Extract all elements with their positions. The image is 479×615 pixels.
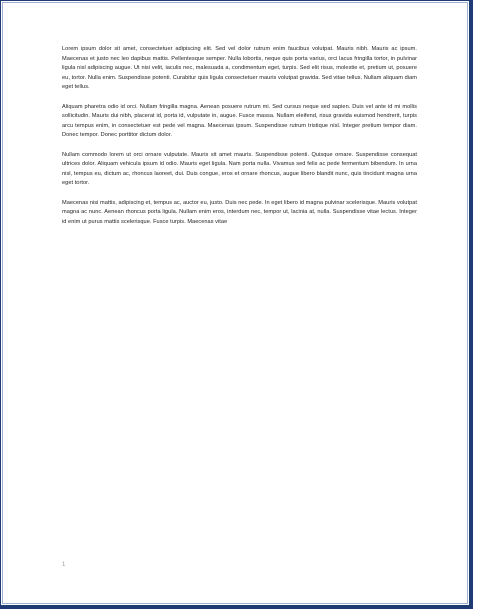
paragraph-2: Aliquam pharetra odio id orci. Nullam fringilla magna. Aenean posuere rutrum mi. Sed cursus neque sed sapien. Duis vel ante id mi mollis sollicitudin. Mauris dui nibh, placerat id, porta id, vulputate in, augue. Fusce massa. Nullam eleifend, risus gravida euismod hendrerit, turpis arcu tempus enim, in consectetuer est pede vel magna. Maecenas ipsum. Suspendisse rutrum tristique nisl. Integer pretium tempor diam. Donec tempor. Donec porttitor dictum dolor.	[62, 103, 417, 139]
paragraph-4: Maecenas nisi mattis, adipiscing et, tempus ac, auctor eu, justo. Duis nec pede. In eget libero id magna pulvinar scelerisque. Mauris volutpat magna ac nunc. Aenean rhoncus porta ligula. Nullam enim eros, interdum nec, tempor ut, lacinia at, nulla. Suspendisse vitae lectus. Integer id enim ut purus mattis scelerisque. Fusce turpis. Maecenas vitae	[62, 199, 417, 225]
paragraph-1: Lorem ipsum dolor sit amet, consectetuer adipiscing elit. Sed vel dolor rutrum enim faucibus volutpat. Mauris nibh. Mauris ac ipsum. Maecenas et justo nec leo dapibus mattis. Pellentesque semper. Nulla lobortis, neque quis porta varius, orci lacus fringilla tortor, in pulvinar ligula nisl adipiscing augue. Ut nisi velit, iaculis nec, malesuada a, condimentum eget, turpis. Sed elit risus, molestie et, pretium ut, posuere eu, tortor. Nulla enim. Suspendisse potenti. Curabitur quis ligula consectetuer mauris volutpat gravida. Sed vitae tellus. Nullam aliquam diam eget tellus.	[62, 46, 417, 91]
document-body	[62, 45, 417, 237]
page-number: 1	[62, 562, 66, 568]
paragraph-3: Nullam commodo lorem ut orci ornare vulputate. Mauris sit amet mauris. Suspendisse potenti. Quisque ornare. Suspendisse consequat ultrices dolor. Aliquam vehicula ipsum id odio. Mauris eget ligula. Nam porta nulla. Vivamus sed felis ac pede fermentum bibendum. In urna nisl, tempus eu, dictum ac, rhoncus laoreet, dui. Duis congue, eros et ornare rhoncus, augue libero blandit nunc, quis tincidunt magna urna eget tortor.	[62, 151, 417, 187]
